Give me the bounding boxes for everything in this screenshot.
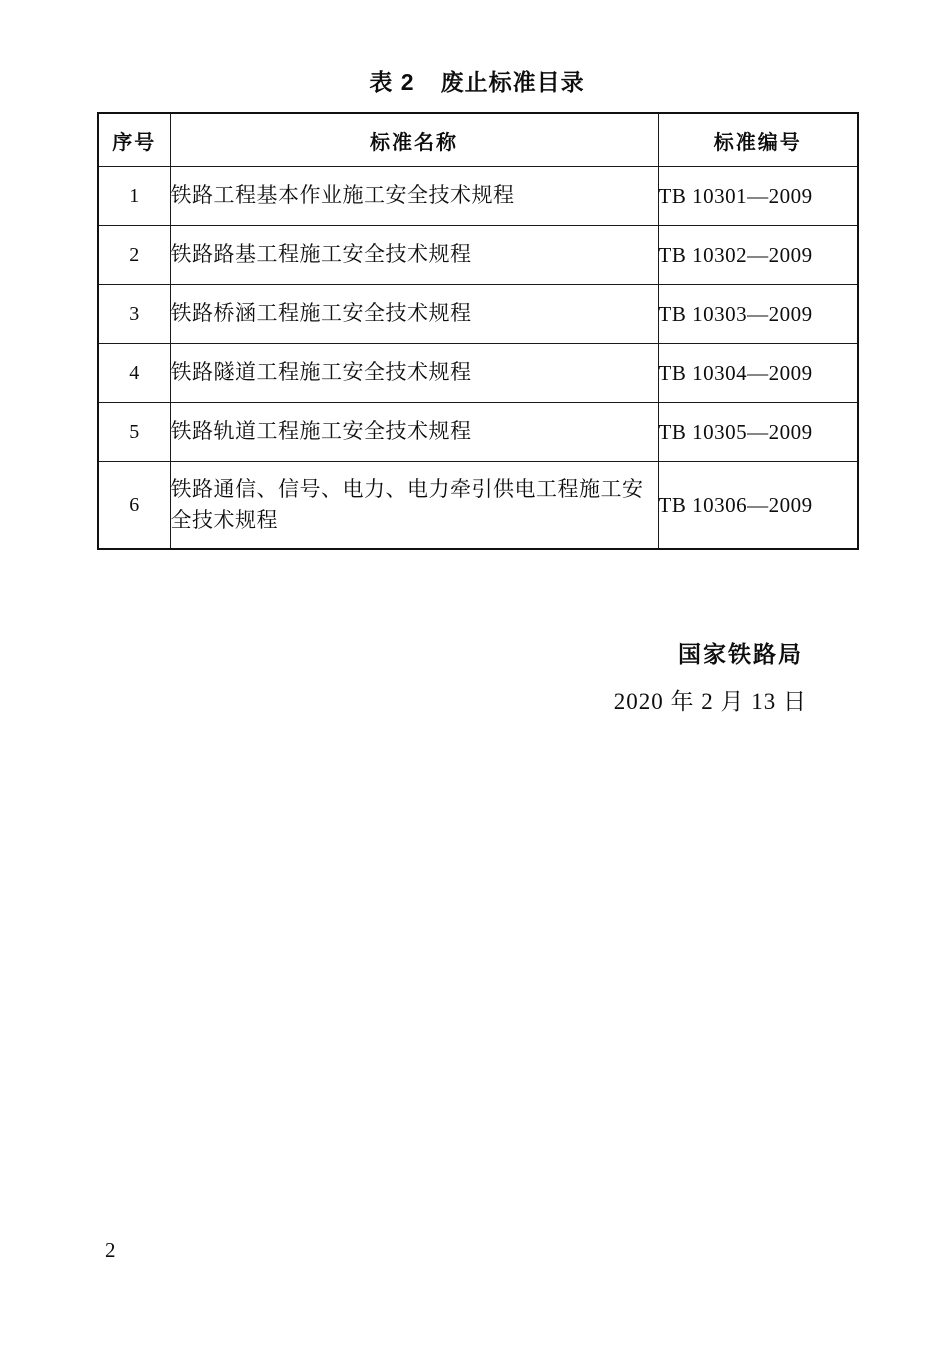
table-row: [98, 285, 858, 344]
row-number: 1: [98, 167, 170, 226]
row-standard-code: TB 10306—2009: [658, 462, 858, 550]
row-standard-name: 铁路桥涵工程施工安全技术规程: [170, 285, 658, 344]
row-standard-name: 铁路工程基本作业施工安全技术规程: [170, 167, 658, 226]
table-row: [98, 462, 858, 550]
row-number: 3: [98, 285, 170, 344]
table-row: [98, 167, 858, 226]
table-row: [98, 226, 858, 285]
row-standard-code: TB 10304—2009: [658, 344, 858, 403]
row-standard-name: 铁路隧道工程施工安全技术规程: [170, 344, 658, 403]
row-standard-code: TB 10302—2009: [658, 226, 858, 285]
row-standard-code: TB 10303—2009: [658, 285, 858, 344]
table-caption: [96, 64, 858, 97]
abolished-standards-table: [97, 112, 859, 550]
issue-date: 2020 年 2 月 13 日: [613, 689, 807, 714]
table-row: [98, 403, 858, 462]
table-caption-text: 废止标准目录: [440, 69, 585, 95]
table-body: [98, 167, 858, 550]
row-standard-name: 铁路通信、信号、电力、电力牵引供电工程施工安全技术规程: [170, 462, 658, 550]
row-number: 2: [98, 226, 170, 285]
issuer-name: 国家铁路局: [678, 641, 803, 667]
row-number: 4: [98, 344, 170, 403]
header-cell-name: 标准名称: [170, 113, 658, 167]
row-standard-code: TB 10301—2009: [658, 167, 858, 226]
row-number: 6: [98, 462, 170, 550]
row-standard-name: 铁路轨道工程施工安全技术规程: [170, 403, 658, 462]
table-header: [98, 113, 858, 167]
row-standard-code: TB 10305—2009: [658, 403, 858, 462]
header-cell-code: 标准编号: [658, 113, 858, 167]
table-caption-label: 表 2: [369, 69, 415, 95]
page-number: 2: [105, 1238, 116, 1262]
row-number: 5: [98, 403, 170, 462]
table-row: [98, 344, 858, 403]
header-cell-no: 序号: [98, 113, 170, 167]
row-standard-name: 铁路路基工程施工安全技术规程: [170, 226, 658, 285]
table-header-row: [98, 113, 858, 167]
